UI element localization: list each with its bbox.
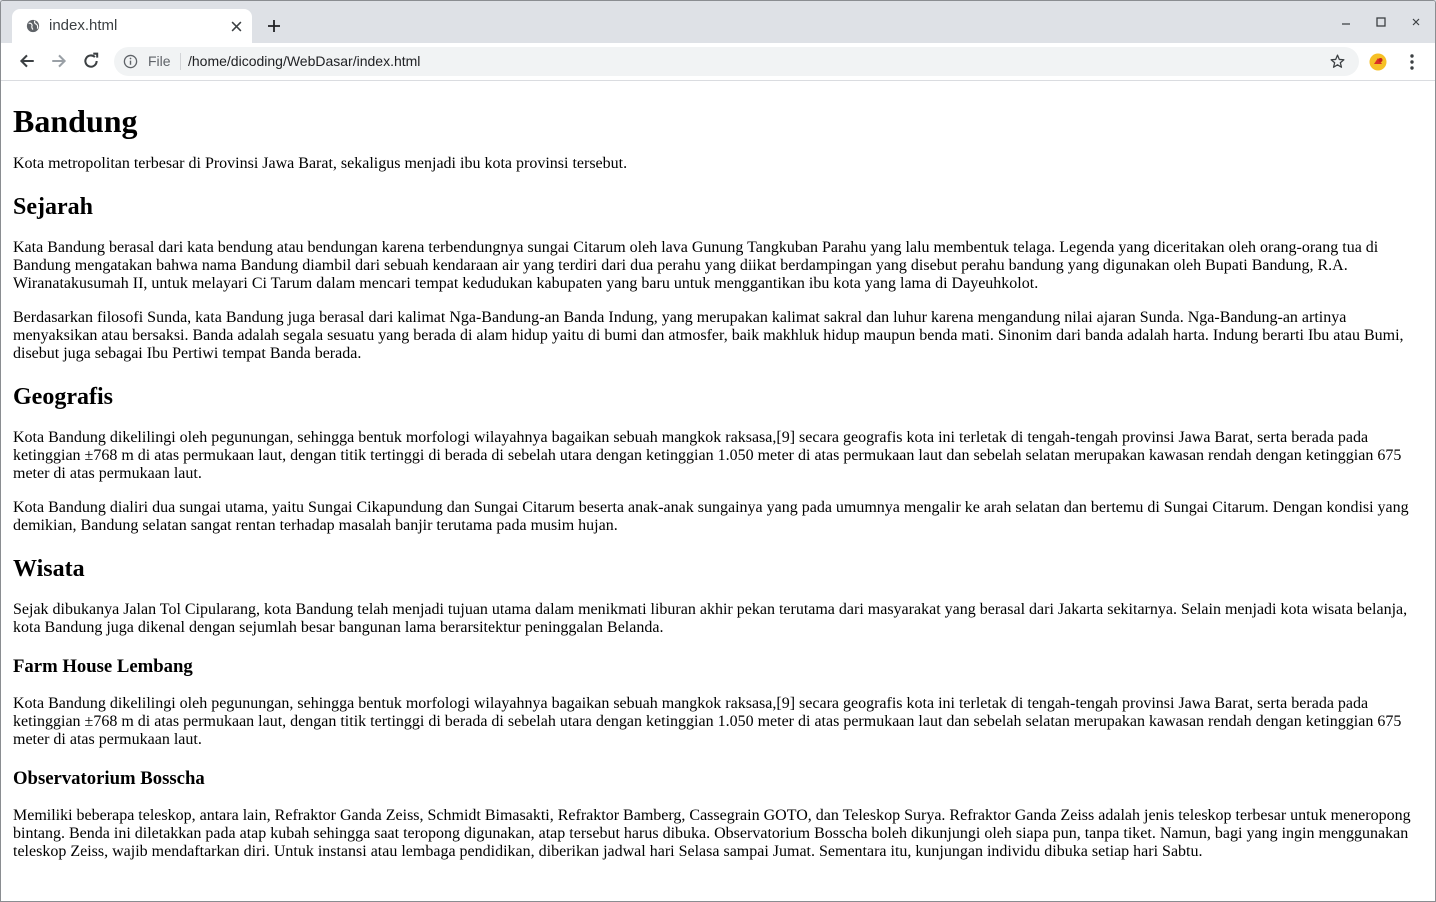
- page-viewport: [1, 81, 1423, 901]
- wisata-paragraph: Sejak dibukanya Jalan Tol Cipularang, kota Bandung telah menjadi tujuan utama dalam menikmati liburan akhir pekan terutama dari masyarakat yang berasal dari Jakarta sekitarnya. Selain menjadi kota wisata belanja, kota Bandung juga dikenal dengan sejumlah besar bangunan lama berarsitektur peninggalan Belanda.: [13, 601, 1408, 636]
- heading-observatorium-bosscha: Observatorium Bosscha: [13, 768, 205, 789]
- window-close-button[interactable]: [1408, 14, 1424, 30]
- maximize-button[interactable]: [1373, 14, 1389, 30]
- sejarah-paragraph-2: Berdasarkan filosofi Sunda, kata Bandung juga berasal dari kalimat Nga-Bandung-an Banda Indung, yang merupakan kalimat sakral dan luhur karena mengandung nilai ajaran Sunda. Nga-Bandung-an artinya menyaksikan atau bersaksi. Banda adalah segala sesuatu yang berada di alam hidup yaitu di bumi dan atmosfer, baik makhluk hidup maupun benda mati. Sinonim dari banda adalah harta. Indung berarti Ibu atau Bumi, disebut juga sebagai Ibu Pertiwi tempat Banda berada.: [13, 309, 1404, 362]
- toolbar: [1, 43, 1435, 81]
- geografis-paragraph-2: Kota Bandung dialiri dua sungai utama, yaitu Sungai Cikapundung dan Sungai Citarum beserta anak-anak sungainya yang pada umumnya mengalir ke arah selatan dan bertemu di Sungai Citarum. Dengan kondisi yang demikian, Bandung selatan sangat rentan terhadap masalah banjir terutama pada musim hujan.: [13, 499, 1409, 534]
- url-text[interactable]: /home/dicoding/WebDasar/index.html: [188, 53, 421, 69]
- plus-icon: [267, 19, 281, 33]
- globe-icon: [26, 19, 40, 33]
- scheme-label: File: [148, 53, 171, 69]
- minimize-button[interactable]: [1338, 14, 1354, 30]
- reload-icon: [82, 52, 100, 70]
- new-tab-button[interactable]: [264, 16, 284, 36]
- geografis-paragraph-1: Kota Bandung dikelilingi oleh pegunungan, sehingga bentuk morfologi wilayahnya bagaikan sebuah mangkok raksasa,[9] secara geografis kota ini terletak di tengah-tengah provinsi Jawa Barat, serta berada pada ketinggian ±768 m di atas permukaan laut, dengan titik tertinggi di berada di sebelah utara dengan ketinggian 1.050 meter di atas permukaan laut dan sebelah selatan merupakan kawasan rendah dengan ketinggian 675 meter di atas permukaan laut.: [13, 429, 1402, 482]
- address-bar[interactable]: [114, 47, 1359, 76]
- back-icon: [18, 52, 36, 70]
- heading-wisata: Wisata: [13, 556, 85, 582]
- reload-button[interactable]: [81, 51, 101, 71]
- omnibox-divider: [180, 53, 181, 70]
- forward-button[interactable]: [49, 51, 69, 71]
- intro-paragraph: Kota metropolitan terbesar di Provinsi Jawa Barat, sekaligus menjadi ibu kota provinsi tersebut.: [13, 155, 628, 172]
- menu-icon[interactable]: [1404, 53, 1420, 71]
- page-title: Bandung: [13, 103, 138, 139]
- window-close-icon: [1410, 16, 1422, 28]
- tab-strip: [1, 1, 1435, 43]
- star-icon[interactable]: [1329, 53, 1346, 70]
- extension-icon[interactable]: [1369, 53, 1387, 71]
- scrollbar-track[interactable]: [1423, 81, 1435, 901]
- minimize-icon: [1340, 16, 1352, 28]
- forward-icon: [50, 52, 68, 70]
- maximize-icon: [1375, 16, 1387, 28]
- back-button[interactable]: [17, 51, 37, 71]
- close-icon[interactable]: [229, 19, 243, 33]
- page-content: [1, 103, 1423, 861]
- heading-sejarah: Sejarah: [13, 194, 93, 220]
- heading-farm-house-lembang: Farm House Lembang: [13, 656, 193, 677]
- info-icon[interactable]: [123, 54, 138, 69]
- tab-title: index.html: [49, 17, 118, 34]
- sejarah-paragraph-1: Kata Bandung berasal dari kata bendung atau bendungan karena terbendungnya sungai Citarum oleh lava Gunung Tangkuban Parahu yang lalu membentuk telaga. Legenda yang diceritakan oleh orang-orang tua di Bandung mengatakan bahwa nama Bandung diambil dari sebuah kendaraan air yang terdiri dari dua perahu yang diikat berdampingan yang disebut perahu bandung yang digunakan oleh Bupati Bandung, R.A. Wiranatakusumah II, untuk melayari Ci Tarum dalam mencari tempat kedudukan kabupaten yang baru untuk menggantikan ibu kota yang lama di Dayeuhkolot.: [13, 239, 1379, 292]
- bosscha-paragraph: Memiliki beberapa teleskop, antara lain, Refraktor Ganda Zeiss, Schmidt Bimasakti, Refraktor Bamberg, Cassegrain GOTO, dan Teleskop Surya. Refraktor Ganda Zeiss adalah jenis teleskop terbesar untuk meneropong bintang. Benda ini diletakkan pada atap kubah sehingga saat teropong digunakan, atap tersebut harus dibuka. Observatorium Bosscha boleh dikunjungi oleh siapa pun, tanpa tiket. Namun, bagi yang ingin menggunakan teleskop Zeiss, wajib mendaftarkan diri. Untuk instansi atau lembaga pendidikan, diberikan jadwal hari Selasa sampai Jumat. Sementara itu, kunjungan individu dibuka setiap hari Sabtu.: [13, 807, 1411, 860]
- farmhouse-paragraph: Kota Bandung dikelilingi oleh pegunungan, sehingga bentuk morfologi wilayahnya bagaikan sebuah mangkok raksasa,[9] secara geografis kota ini terletak di tengah-tengah provinsi Jawa Barat, serta berada pada ketinggian ±768 m di atas permukaan laut, dengan titik tertinggi di berada di sebelah utara dengan ketinggian 1.050 meter di atas permukaan laut dan sebelah selatan merupakan kawasan rendah dengan ketinggian 675 meter di atas permukaan laut.: [13, 695, 1402, 748]
- tab-index-html[interactable]: [12, 9, 252, 43]
- heading-geografis: Geografis: [13, 384, 113, 410]
